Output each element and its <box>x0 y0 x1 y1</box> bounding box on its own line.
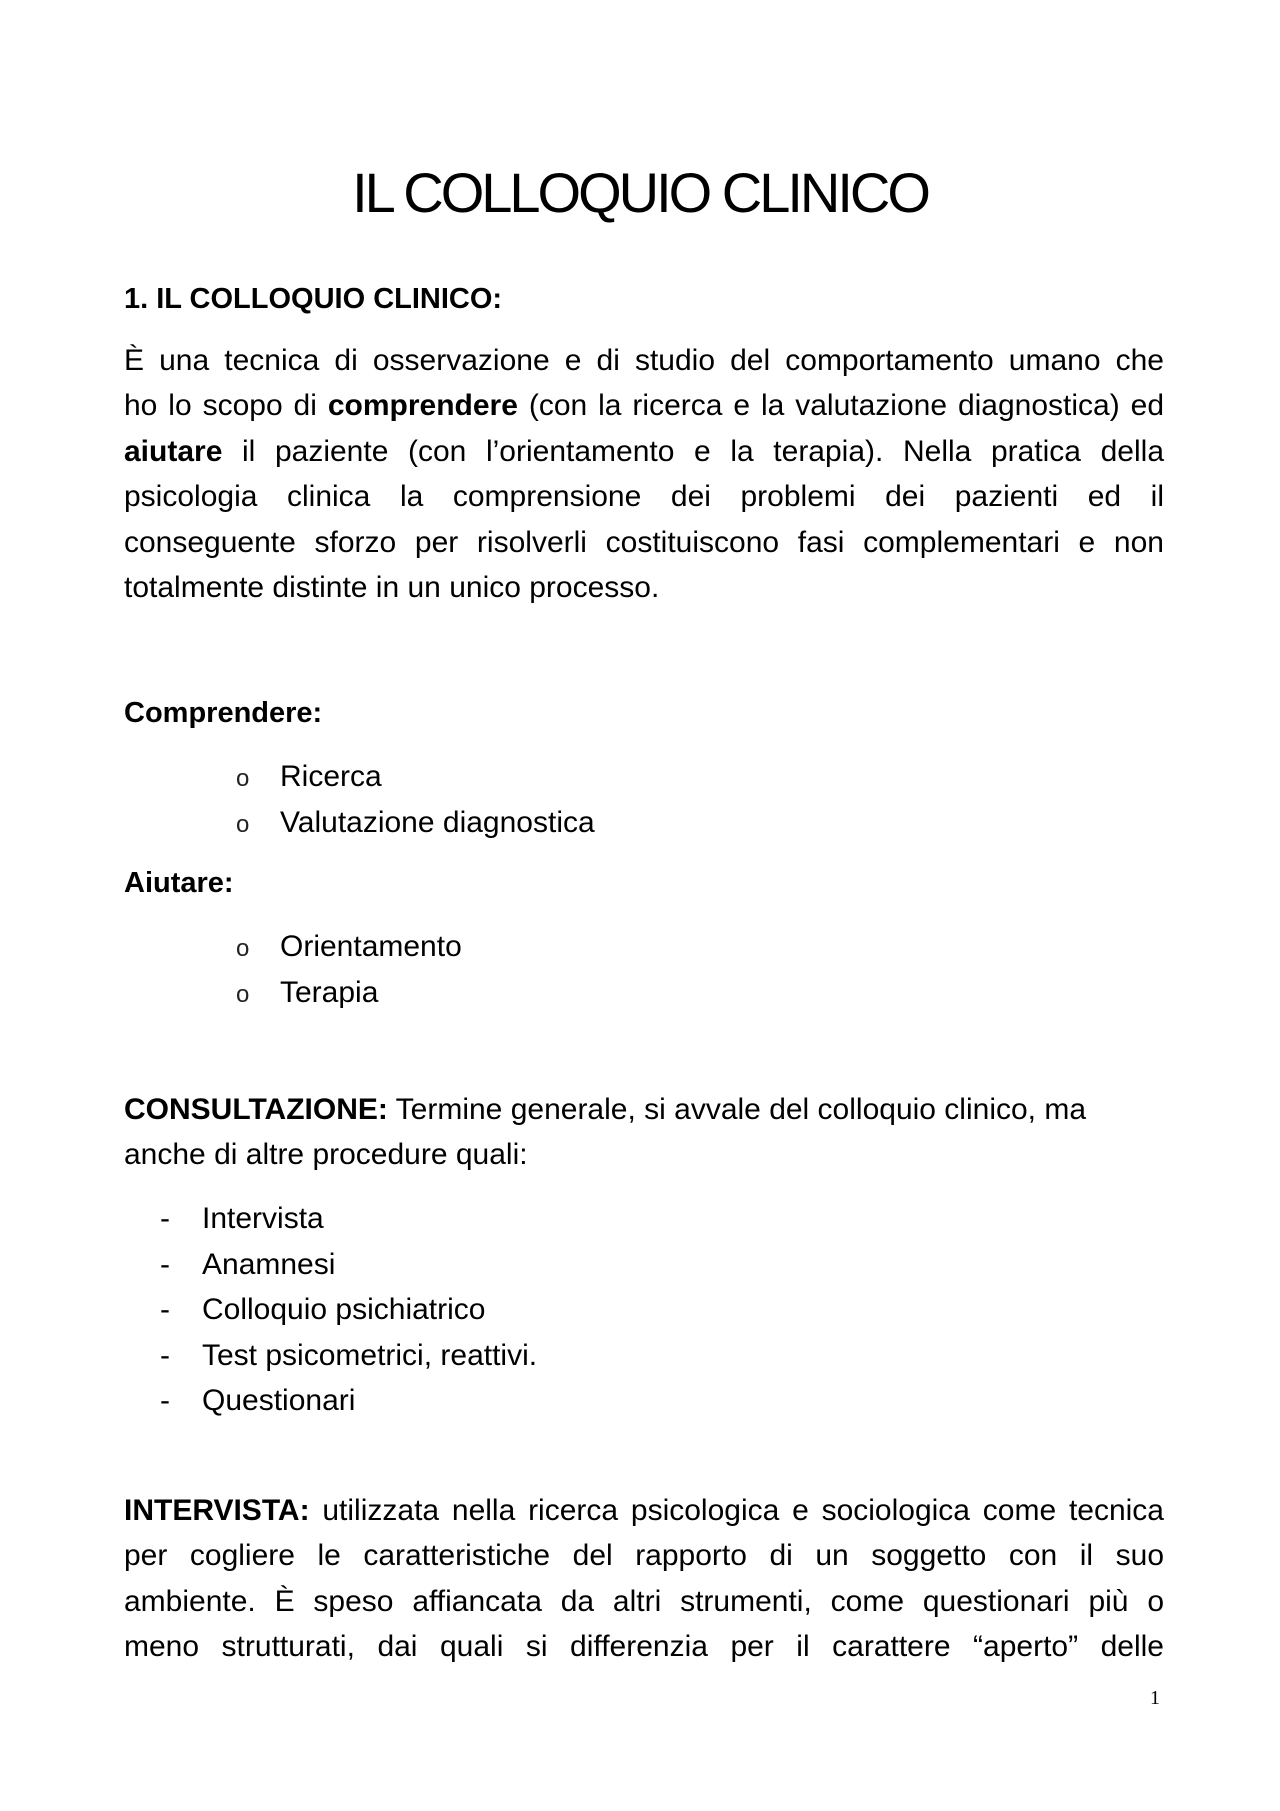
intro-line: conseguente sforzo per risolverli costituiscono fasi complementari e non <box>124 525 1164 559</box>
list-item: - Questionari <box>160 1378 537 1424</box>
page-title: IL COLLOQUIO CLINICO <box>352 161 928 224</box>
intro-line: È una tecnica di osservazione e di studio del comportamento umano che <box>124 344 1164 377</box>
consultazione-line: anche di altre procedure quali: <box>124 1138 528 1172</box>
intervista-paragraph <box>124 1488 1164 1670</box>
list-item: - Test psicometrici, reattivi. <box>160 1333 537 1379</box>
intro-line: totalmente distinte in un unico processo. <box>124 571 660 605</box>
intro-line: ho lo scopo di comprendere (con la ricerca e la valutazione diagnostica) ed <box>124 389 1165 423</box>
dash-bullet-icon: - <box>160 1384 170 1417</box>
aiutare-list <box>236 924 462 1016</box>
intervista-line: ambiente. È speso affiancata da altri strumenti, come questionari più o <box>124 1584 1164 1618</box>
intro-paragraph <box>124 338 1164 610</box>
list-item: - Intervista <box>160 1196 537 1242</box>
page-number: 1 <box>1150 1687 1160 1709</box>
list-item: o Terapia <box>236 970 462 1016</box>
circle-bullet-icon: o <box>236 981 250 1008</box>
intro-line: aiutare il paziente (con l’orientamento e la terapia). Nella pratica della <box>124 434 1164 468</box>
consultazione-line: CONSULTAZIONE: Termine generale, si avvale del colloquio clinico, ma <box>124 1093 1087 1126</box>
circle-bullet-icon: o <box>236 811 250 838</box>
dash-bullet-icon: - <box>160 1338 170 1372</box>
dash-bullet-icon: - <box>160 1293 170 1326</box>
list-item: o Ricerca <box>236 754 595 800</box>
section-heading: 1. IL COLLOQUIO CLINICO: <box>124 283 503 315</box>
intro-line: psicologia clinica la comprensione dei problemi dei pazienti ed il <box>124 480 1164 514</box>
intervista-line: per cogliere le caratteristiche del rapporto di un soggetto con il suo <box>124 1539 1164 1573</box>
consultazione-paragraph <box>124 1087 1164 1178</box>
list-item: o Valutazione diagnostica <box>236 800 595 846</box>
list-item: - Anamnesi <box>160 1242 537 1288</box>
comprendere-list <box>236 754 595 846</box>
circle-bullet-icon: o <box>236 765 250 792</box>
consultazione-list <box>160 1196 537 1424</box>
aiutare-label: Aiutare: <box>124 867 234 899</box>
list-item: o Orientamento <box>236 924 462 970</box>
comprendere-label: Comprendere: <box>124 697 323 729</box>
dash-bullet-icon: - <box>160 1202 170 1235</box>
intervista-line: INTERVISTA: utilizzata nella ricerca psicologica e sociologica come tecnica <box>124 1494 1164 1527</box>
list-item: - Colloquio psichiatrico <box>160 1287 537 1333</box>
circle-bullet-icon: o <box>236 935 250 962</box>
dash-bullet-icon: - <box>160 1247 170 1281</box>
intervista-line: meno strutturati, dai quali si differenzia per il carattere “aperto” delle <box>124 1630 1164 1664</box>
